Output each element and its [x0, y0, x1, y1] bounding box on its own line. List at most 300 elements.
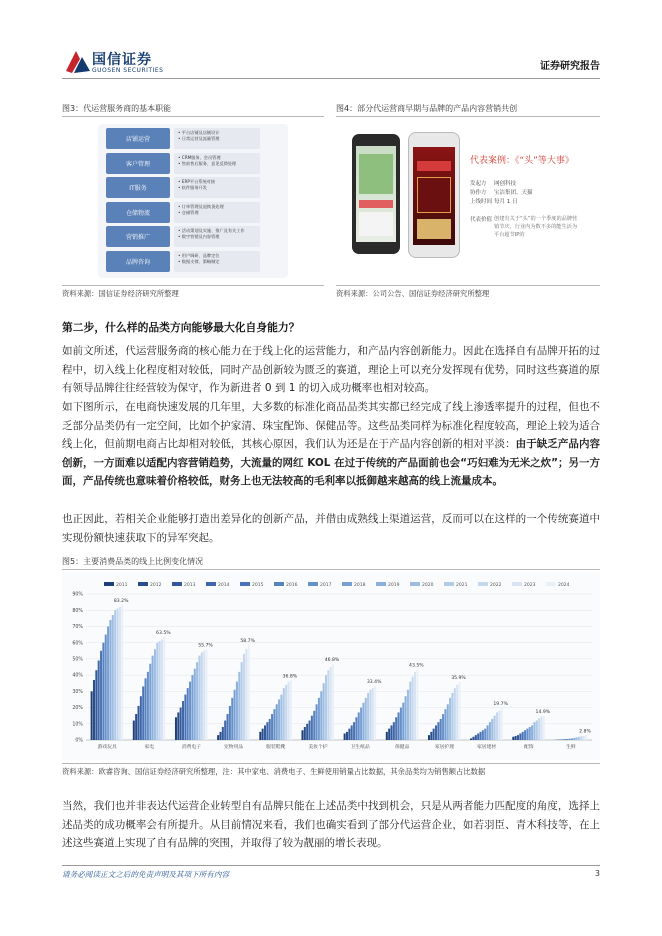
case-meta [470, 180, 596, 207]
paragraph-4: 当然，我们也并非表达代运营企业转型自有品牌只能在上述品类中找到机会，只是从两者能力匹配度的角度，选择上述品类的成功概率会有所提升。从目前情况来看，我们也确实看到了部分代运营企业，如若羽臣、青木科技等，在上述这些赛道上实现了自有品牌的突围，并取得了较为靓丽的增长表现。 [62, 800, 600, 849]
bar [576, 737, 578, 740]
bar [348, 729, 350, 740]
bar [243, 654, 245, 740]
bar [512, 737, 514, 740]
bar [152, 656, 154, 740]
legend-label: 2013 [184, 583, 196, 588]
fig3-function-label: 客户管理 [106, 153, 170, 174]
legend-label: 2024 [558, 583, 570, 588]
bar [571, 738, 573, 740]
bar [536, 721, 538, 740]
fig3-function-detail [174, 153, 260, 174]
bar [154, 649, 156, 740]
bar [280, 695, 282, 740]
data-label: 58.7% [240, 638, 255, 644]
bar [433, 729, 435, 740]
bar [189, 682, 191, 740]
fig3-top-rule [62, 116, 324, 117]
case-meta-row [470, 180, 596, 189]
y-tick-label: 80% [72, 608, 83, 614]
fig3-detail-item: • 软件服务开发 [178, 185, 207, 190]
bar [271, 714, 273, 740]
fig3-function-label: 品牌咨询 [106, 251, 170, 272]
bar [388, 729, 390, 740]
bar [344, 734, 346, 740]
bar [332, 664, 334, 740]
paragraph-2-plain: 如下图所示，在电商快速发展的几年里，大多数的标准化商品品类其实都已经完成了线上渗透率提升的过程，但也不乏部分品类仍有一定空间，比如个护家清、珠宝配饰、保健品等。这些品类同样为标准化程度较高，理论上较为适合线上化，但前期电商占比却相对较低，其核心原因，我们认为还是在于产品内容创新的相对平淡： [62, 401, 600, 450]
bar [402, 703, 404, 740]
bar [330, 667, 332, 740]
y-tick-label: 50% [72, 657, 83, 663]
legend-label: 2017 [320, 583, 332, 588]
fig3-detail-item: • CRM服务、会员管理 [178, 154, 221, 160]
chart-svg [62, 572, 600, 760]
legend-swatch [410, 582, 420, 586]
guosen-logo-icon [64, 47, 92, 77]
phone-mockup-right [408, 132, 460, 258]
data-label: 63.5% [156, 630, 171, 636]
bar [109, 620, 111, 740]
promo-footer [417, 219, 451, 239]
fig3-detail-item: • 活动策划及实施、推广及有关工作 [178, 228, 245, 233]
bar [318, 698, 320, 740]
bar [161, 639, 163, 740]
bar [430, 732, 432, 740]
phone-screen [413, 147, 455, 245]
bar [585, 735, 587, 740]
bar [95, 670, 97, 740]
bar [498, 711, 500, 740]
bar [206, 650, 208, 740]
bar [138, 706, 140, 740]
bar [245, 649, 247, 740]
bar [135, 714, 137, 740]
bar [391, 725, 393, 740]
bar [346, 732, 348, 740]
bar [564, 739, 566, 740]
x-tick-label: 游戏玩具 [97, 745, 117, 750]
bar [180, 708, 182, 740]
fig4-top-rule [336, 116, 600, 117]
fig5-title: 图5：主要消费品类的线上比例变化情况 [62, 557, 204, 566]
fig3-function-label: IT服务 [106, 177, 170, 198]
bar [562, 739, 564, 740]
bar [224, 721, 226, 740]
bar [177, 712, 179, 740]
x-tick-label: 家居建材 [476, 745, 497, 750]
bar [480, 732, 482, 740]
bar [93, 680, 95, 740]
fig3-function-label: 店铺运营 [106, 128, 170, 149]
legend-label: 2022 [490, 583, 502, 588]
bar [526, 729, 528, 740]
bar [140, 696, 142, 740]
bar [313, 711, 315, 740]
bar [484, 729, 486, 740]
promo-image [359, 154, 393, 194]
fig3-function-detail [174, 226, 260, 247]
legend-swatch [444, 582, 454, 586]
bar [531, 725, 533, 740]
bar [489, 722, 491, 740]
bar [149, 664, 151, 740]
bar [524, 730, 526, 740]
bar [142, 686, 144, 740]
fig3-source: 资料来源：国信证券经济研究所整理 [62, 289, 179, 298]
case-meta-value: 每月 1 日 [494, 199, 518, 205]
bar [276, 704, 278, 740]
bar [529, 727, 531, 740]
fig3-function-label: 营销推广 [106, 226, 170, 247]
bar [325, 675, 327, 740]
bar [533, 722, 535, 740]
bar [285, 685, 287, 740]
y-tick-label: 30% [72, 689, 83, 695]
bar [121, 605, 123, 740]
bar [301, 730, 303, 740]
bar [475, 735, 477, 740]
bar [566, 739, 568, 740]
bar [283, 688, 285, 740]
bar [496, 712, 498, 740]
bar [538, 718, 540, 740]
paragraph-1: 如前文所述，代运营服务商的核心能力在于线上化的运营能力，和产品内容创新能力。因此在选择自有品牌开拓的过程中，切入线上化程度相对较低，同时产品创新较为匮乏的赛道，理论上可以充分发挥现有优势，同时这些赛道的原有领导品牌往往经营较为保守，作为新进者 0 到 1 的切入成功概率也相对较高。 [62, 345, 600, 394]
bar [569, 739, 571, 740]
bar [306, 724, 308, 740]
legend-swatch [546, 582, 556, 586]
bar [98, 661, 100, 740]
bar [435, 725, 437, 740]
paragraph-2 [62, 398, 600, 491]
bar [494, 716, 496, 740]
fig3-function-detail [174, 251, 260, 272]
promo-header [417, 161, 451, 171]
y-tick-label: 0% [75, 738, 83, 744]
case-meta-key: 上线时间 [470, 199, 493, 205]
bar [482, 730, 484, 740]
bar [362, 703, 364, 740]
x-tick-label: 消费电子 [181, 745, 202, 750]
fig3-detail-item: • 售前售后服务、意见反馈处理 [178, 160, 237, 166]
bar [409, 682, 411, 740]
bar [416, 669, 418, 740]
legend-swatch [138, 582, 148, 586]
page-number: 3 [594, 869, 600, 878]
bar [316, 704, 318, 740]
bar [487, 725, 489, 740]
bar [290, 680, 292, 740]
y-tick-label: 20% [72, 706, 83, 712]
bar [393, 722, 395, 740]
bar [323, 683, 325, 740]
legend-swatch [240, 582, 250, 586]
legend-label: 2015 [252, 583, 264, 588]
bar [145, 678, 147, 740]
bar [105, 635, 107, 740]
data-label: 2.8% [579, 729, 591, 735]
bar [573, 738, 575, 740]
fig4-bottom-rule [336, 285, 600, 286]
promo-banner [359, 200, 393, 208]
fig3-detail-item: • 用户调研、品牌定位 [178, 252, 220, 258]
legend-label: 2014 [218, 583, 230, 588]
bar [147, 672, 149, 740]
bar [287, 682, 289, 740]
bar [264, 725, 266, 740]
fig3-function-detail [174, 202, 260, 223]
legend-swatch [104, 582, 114, 586]
bar [372, 688, 374, 740]
section-heading: 第二步，什么样的品类方向能够最大化自身能力？ [62, 321, 300, 334]
legend-label: 2016 [286, 583, 298, 588]
bar [374, 686, 376, 740]
bar [112, 615, 114, 740]
bar [580, 736, 582, 740]
x-tick-label: 宠物用品 [223, 745, 244, 750]
fig3-detail-item: • 数字营销及内容管理 [178, 234, 220, 239]
bar [522, 732, 524, 740]
bar [353, 722, 355, 740]
x-tick-label: 卫生纸品 [350, 745, 370, 750]
fig3-detail-item: • 订单管理及退换货处理 [178, 203, 224, 209]
bar [360, 708, 362, 740]
bar [400, 708, 402, 740]
bar [456, 685, 458, 740]
bar [444, 709, 446, 740]
legend-swatch [376, 582, 386, 586]
data-label: 14.9% [535, 709, 551, 715]
bar [428, 735, 430, 740]
case-meta-row [470, 189, 596, 198]
x-tick-label: 配饰 [523, 745, 534, 750]
bar [231, 698, 233, 740]
x-tick-label: 家电 [144, 745, 155, 750]
bar [116, 609, 118, 740]
bar [187, 688, 189, 740]
bar [191, 675, 193, 740]
legend-swatch [478, 582, 488, 586]
bar [241, 662, 243, 740]
bar [278, 699, 280, 740]
legend-label: 2020 [422, 583, 434, 588]
bar [369, 690, 371, 740]
bar [182, 701, 184, 740]
bar [236, 682, 238, 740]
bar [414, 672, 416, 740]
bar [203, 651, 205, 740]
bar [470, 738, 472, 740]
case-meta-row [470, 198, 596, 207]
bar [442, 714, 444, 740]
bar [156, 643, 158, 740]
bar [222, 727, 224, 740]
bar [309, 721, 311, 740]
bar [184, 695, 186, 740]
y-tick-label: 40% [72, 673, 83, 679]
bar [501, 708, 503, 740]
paragraph-2-bold: 由于缺乏产品内容创新，一方面难以适配内容营销趋势，大流量的网红 KOL 在过于传统的产品面前也会“巧妇难为无米之炊”；另一方面，产品传统也意味着价格较低，财务上也无法较高的毛利率以抵御越来越高的线上流量成本。 [62, 438, 601, 487]
data-label: 46.8% [324, 658, 340, 664]
bar [269, 719, 271, 740]
bar [472, 737, 474, 740]
bar [459, 682, 461, 740]
data-label: 55.7% [198, 643, 213, 649]
data-label: 35.9% [451, 675, 466, 681]
legend-label: 2011 [116, 583, 128, 588]
fig4-title: 图4：部分代运营商早期与品牌的产品内容营销共创 [336, 104, 518, 113]
case-meta-value: 宝洁集团、天猫 [494, 190, 533, 196]
bar [395, 717, 397, 740]
legend-label: 2021 [456, 583, 468, 588]
bar [320, 691, 322, 740]
legend-swatch [512, 582, 522, 586]
data-label: 83.2% [113, 599, 129, 605]
fig3-function-detail [174, 177, 260, 198]
bar [102, 643, 104, 740]
legend-swatch [274, 582, 284, 586]
bar [440, 719, 442, 740]
fig3-function-label: 仓储物流 [106, 202, 170, 223]
footer-disclaimer: 请务必阅读正文之后的免责声明及其项下所有内容 [62, 870, 230, 879]
fig5-chart [62, 572, 600, 760]
x-tick-label: 保健品 [395, 745, 410, 750]
case-meta-value: 网创科技 [494, 181, 517, 187]
bar [365, 698, 367, 740]
bar [578, 737, 580, 740]
legend-label: 2019 [388, 583, 400, 588]
legend-label: 2023 [524, 583, 536, 588]
x-tick-label: 服装鞋靴 [266, 745, 286, 750]
x-tick-label: 家居护理 [434, 745, 455, 750]
legend-swatch [342, 582, 352, 586]
bar [519, 734, 521, 740]
x-tick-label: 生鲜 [566, 745, 576, 750]
footer-divider [62, 865, 600, 866]
bar [304, 727, 306, 740]
bar [196, 662, 198, 740]
bar [540, 716, 542, 740]
promo-image [417, 177, 451, 213]
bar [248, 645, 250, 740]
fig3-detail-item: • 日常运营及流量管理 [178, 136, 220, 141]
promo-list [359, 212, 393, 236]
bar [405, 696, 407, 740]
fig5-source: 资料来源：欧睿咨询、国信证券经济研究所整理，注：其中家电、消费电子、生鲜使用销量占比数据，其余品类均为销售额占比数据 [62, 767, 486, 776]
bar [358, 712, 360, 740]
logo-subtext: GUOSEN SECURITIES [92, 67, 164, 74]
bar [107, 626, 109, 740]
case-desc: 创建有关于“头”的一个季度的品牌营销节庆，行业内为数不多的能生活为平台超节IP的 [494, 216, 578, 238]
bar [91, 691, 93, 740]
bar [133, 721, 135, 740]
case-meta-key: 协作方 [470, 190, 487, 196]
fig3-bottom-rule [62, 285, 324, 286]
bar [447, 704, 449, 740]
fig3-function-detail [174, 128, 260, 149]
bar [201, 652, 203, 740]
bar [449, 698, 451, 740]
legend-label: 2012 [150, 583, 162, 588]
x-tick-label: 美妆个护 [308, 745, 328, 750]
bar [229, 706, 231, 740]
bar [259, 732, 261, 740]
bar [163, 637, 165, 740]
bar [159, 641, 161, 740]
bar [311, 716, 313, 740]
bar [477, 734, 479, 740]
bar [119, 607, 121, 740]
bar [327, 670, 329, 740]
bar [194, 669, 196, 740]
paragraph-3: 也正因此，若相关企业能够打造出差异化的创新产品，并借由成熟线上渠道运营，反而可以在这样的一个传统赛道中实现份额快速获取下的异军突起。 [62, 513, 600, 544]
fig4-source: 资料来源：公司公告、国信证券经济研究所整理 [336, 289, 490, 298]
bar [515, 736, 517, 740]
data-label: 33.4% [366, 679, 382, 685]
bar [219, 732, 221, 740]
bar [175, 717, 177, 740]
bar [454, 688, 456, 740]
phone-screen [356, 146, 396, 242]
legend-swatch [308, 582, 318, 586]
bar [451, 693, 453, 740]
bar [198, 656, 200, 740]
report-type-title: 证券研究报告 [540, 61, 600, 72]
bar [386, 732, 388, 740]
y-tick-label: 10% [72, 722, 83, 728]
case-desc-label: 代表价值 [470, 217, 493, 223]
bar [583, 736, 585, 740]
data-label: 43.5% [409, 663, 424, 669]
bar [351, 725, 353, 740]
bar [266, 722, 268, 740]
case-title: 代表案例：《“头”等大事》 [470, 156, 574, 166]
fig3-detail-item: • 数据支撑、策略制定 [178, 258, 220, 264]
fig3-diagram [62, 118, 322, 283]
bar [217, 735, 219, 740]
fig4-image [336, 118, 600, 283]
fig5-bottom-rule [62, 763, 600, 764]
fig5-top-rule [62, 569, 600, 570]
bar [437, 722, 439, 740]
data-label: 36.8% [282, 674, 298, 680]
phone-mockup-left [352, 134, 400, 254]
bar [517, 735, 519, 740]
case-meta-key: 发起方 [470, 181, 487, 187]
y-tick-label: 70% [72, 625, 83, 631]
bar [234, 690, 236, 740]
fig3-detail-item: • 平台店铺及店铺设计 [178, 130, 220, 135]
fig3-detail-item: • 仓储管理 [178, 209, 199, 215]
bar [114, 610, 116, 740]
fig3-detail-item: • ERP平台系统对接 [178, 179, 216, 184]
fig3-title: 图3：代运营服务商的基本职能 [62, 104, 172, 113]
logo-text: 国信证券 [92, 52, 152, 68]
bar [227, 714, 229, 740]
bar [543, 716, 545, 740]
y-tick-label: 60% [72, 641, 83, 647]
bar [367, 693, 369, 740]
bar [355, 717, 357, 740]
bar [412, 677, 414, 740]
bar [407, 690, 409, 740]
header-divider [62, 78, 600, 79]
y-tick-label: 90% [72, 592, 83, 598]
legend-label: 2018 [354, 583, 366, 588]
bar [100, 651, 102, 740]
legend-swatch [172, 582, 182, 586]
legend-swatch [206, 582, 216, 586]
bar [398, 712, 400, 740]
